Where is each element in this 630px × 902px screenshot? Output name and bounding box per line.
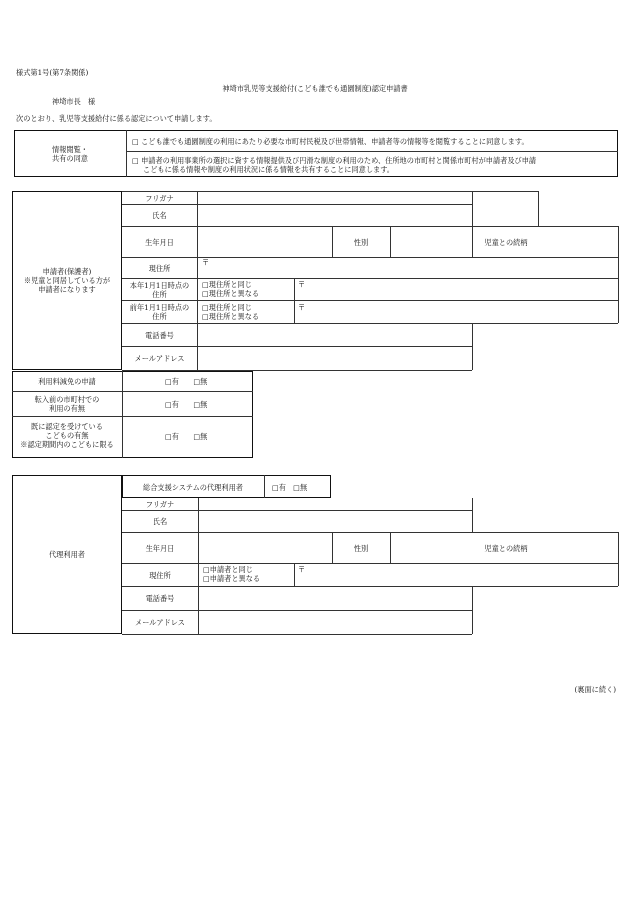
consent-item-2-line1[interactable]: □ 申請者の利用事業所の選択に資する情報提供及び円滑な制度の利用のため、住所地の市町村と関係市町村が申請者及び申請 — [132, 156, 537, 165]
applicant-name-label: 氏名 — [152, 211, 167, 220]
proxy-phone-label: 電話番号 — [145, 594, 175, 603]
proxy-system-options[interactable]: □有 □無 — [272, 483, 308, 492]
applicant-relation-label: 児童との続柄 — [484, 238, 528, 247]
continued-note: (裏面に続く) — [574, 685, 616, 694]
proxy-furigana-label: フリガナ — [145, 500, 175, 509]
proxy-address-postal: 〒 — [298, 565, 306, 574]
form-number: 様式第1号(第7条関係) — [16, 68, 89, 77]
applicant-email-label: メールアドレス — [134, 354, 185, 363]
prior-use-options[interactable]: □有 □無 — [165, 400, 208, 409]
applicant-address-label: 現住所 — [148, 264, 171, 273]
addr-this-year-postal: 〒 — [298, 280, 306, 289]
consent-item-2-line2: こどもに係る情報や制度の利用状況に係る情報を共有することに同意します。 — [143, 165, 394, 174]
addr-this-year-label-2: 住所 — [152, 290, 167, 299]
proxy-email-label: メールアドレス — [135, 618, 185, 627]
proxy-system-label: 総合支援システムの代理利用者 — [143, 483, 243, 492]
applicant-label-3: 申請者になります — [38, 285, 96, 294]
applicant-phone-label: 電話番号 — [145, 331, 174, 340]
proxy-address-label: 現住所 — [149, 571, 171, 580]
proxy-relation-label: 児童との続柄 — [484, 544, 528, 553]
consent-label-1: 情報閲覧・ — [52, 145, 88, 154]
addr-this-year-label-1: 本年1月1日時点の — [129, 281, 190, 290]
certified-child-label-3: ※認定期間内のこどもに限る — [20, 440, 114, 449]
applicant-label-1: 申請者(保護者) — [42, 267, 92, 276]
applicant-label-2: ※児童と同居している方が — [23, 276, 111, 285]
prior-use-label-2: 利用の有無 — [49, 404, 85, 413]
addr-prev-year-label-1: 前年1月1日時点の — [129, 303, 190, 312]
proxy-address-same[interactable]: □申請者と同じ — [203, 565, 253, 574]
intro-text: 次のとおり、乳児等支援給付に係る認定について申請します。 — [16, 114, 217, 123]
proxy-address-diff[interactable]: □申請者と異なる — [203, 574, 261, 583]
addr-prev-year-postal: 〒 — [298, 303, 306, 312]
fee-reduction-label: 利用料減免の申請 — [38, 377, 96, 386]
addr-prev-year-same[interactable]: □現住所と同じ — [202, 303, 252, 312]
fee-reduction-options[interactable]: □有 □無 — [165, 377, 208, 386]
proxy-dob-label: 生年月日 — [145, 544, 175, 553]
addr-prev-year-label-2: 住所 — [152, 312, 167, 321]
applicant-sex-label: 性別 — [353, 238, 369, 247]
consent-label-2: 共有の同意 — [52, 154, 88, 163]
certified-child-options[interactable]: □有 □無 — [165, 432, 208, 441]
form-title: 神埼市乳児等支援給付(こども誰でも通園制度)認定申請書 — [222, 84, 408, 93]
applicant-dob-label: 生年月日 — [145, 238, 174, 247]
prior-use-label-1: 転入前の市町村での — [34, 395, 100, 404]
proxy-name-label: 氏名 — [152, 517, 168, 526]
consent-item-1[interactable]: □ こども誰でも通園制度の利用にあたり必要な市町村民税及び世帯情報、申請者等の情報等を閲覧することに同意します。 — [132, 137, 529, 146]
addressee: 神埼市長 様 — [52, 97, 96, 106]
proxy-sex-label: 性別 — [353, 544, 369, 553]
certified-child-label-1: 既に認定を受けている — [31, 422, 103, 431]
addr-this-year-diff[interactable]: □現住所と異なる — [202, 289, 260, 298]
certified-child-label-2: こどもの有無 — [45, 431, 89, 440]
applicant-furigana-label: フリガナ — [145, 194, 174, 203]
addr-this-year-same[interactable]: □現住所と同じ — [202, 280, 252, 289]
applicant-address-postal: 〒 — [202, 258, 210, 267]
proxy-label: 代理利用者 — [49, 550, 85, 559]
addr-prev-year-diff[interactable]: □現住所と異なる — [202, 312, 260, 321]
